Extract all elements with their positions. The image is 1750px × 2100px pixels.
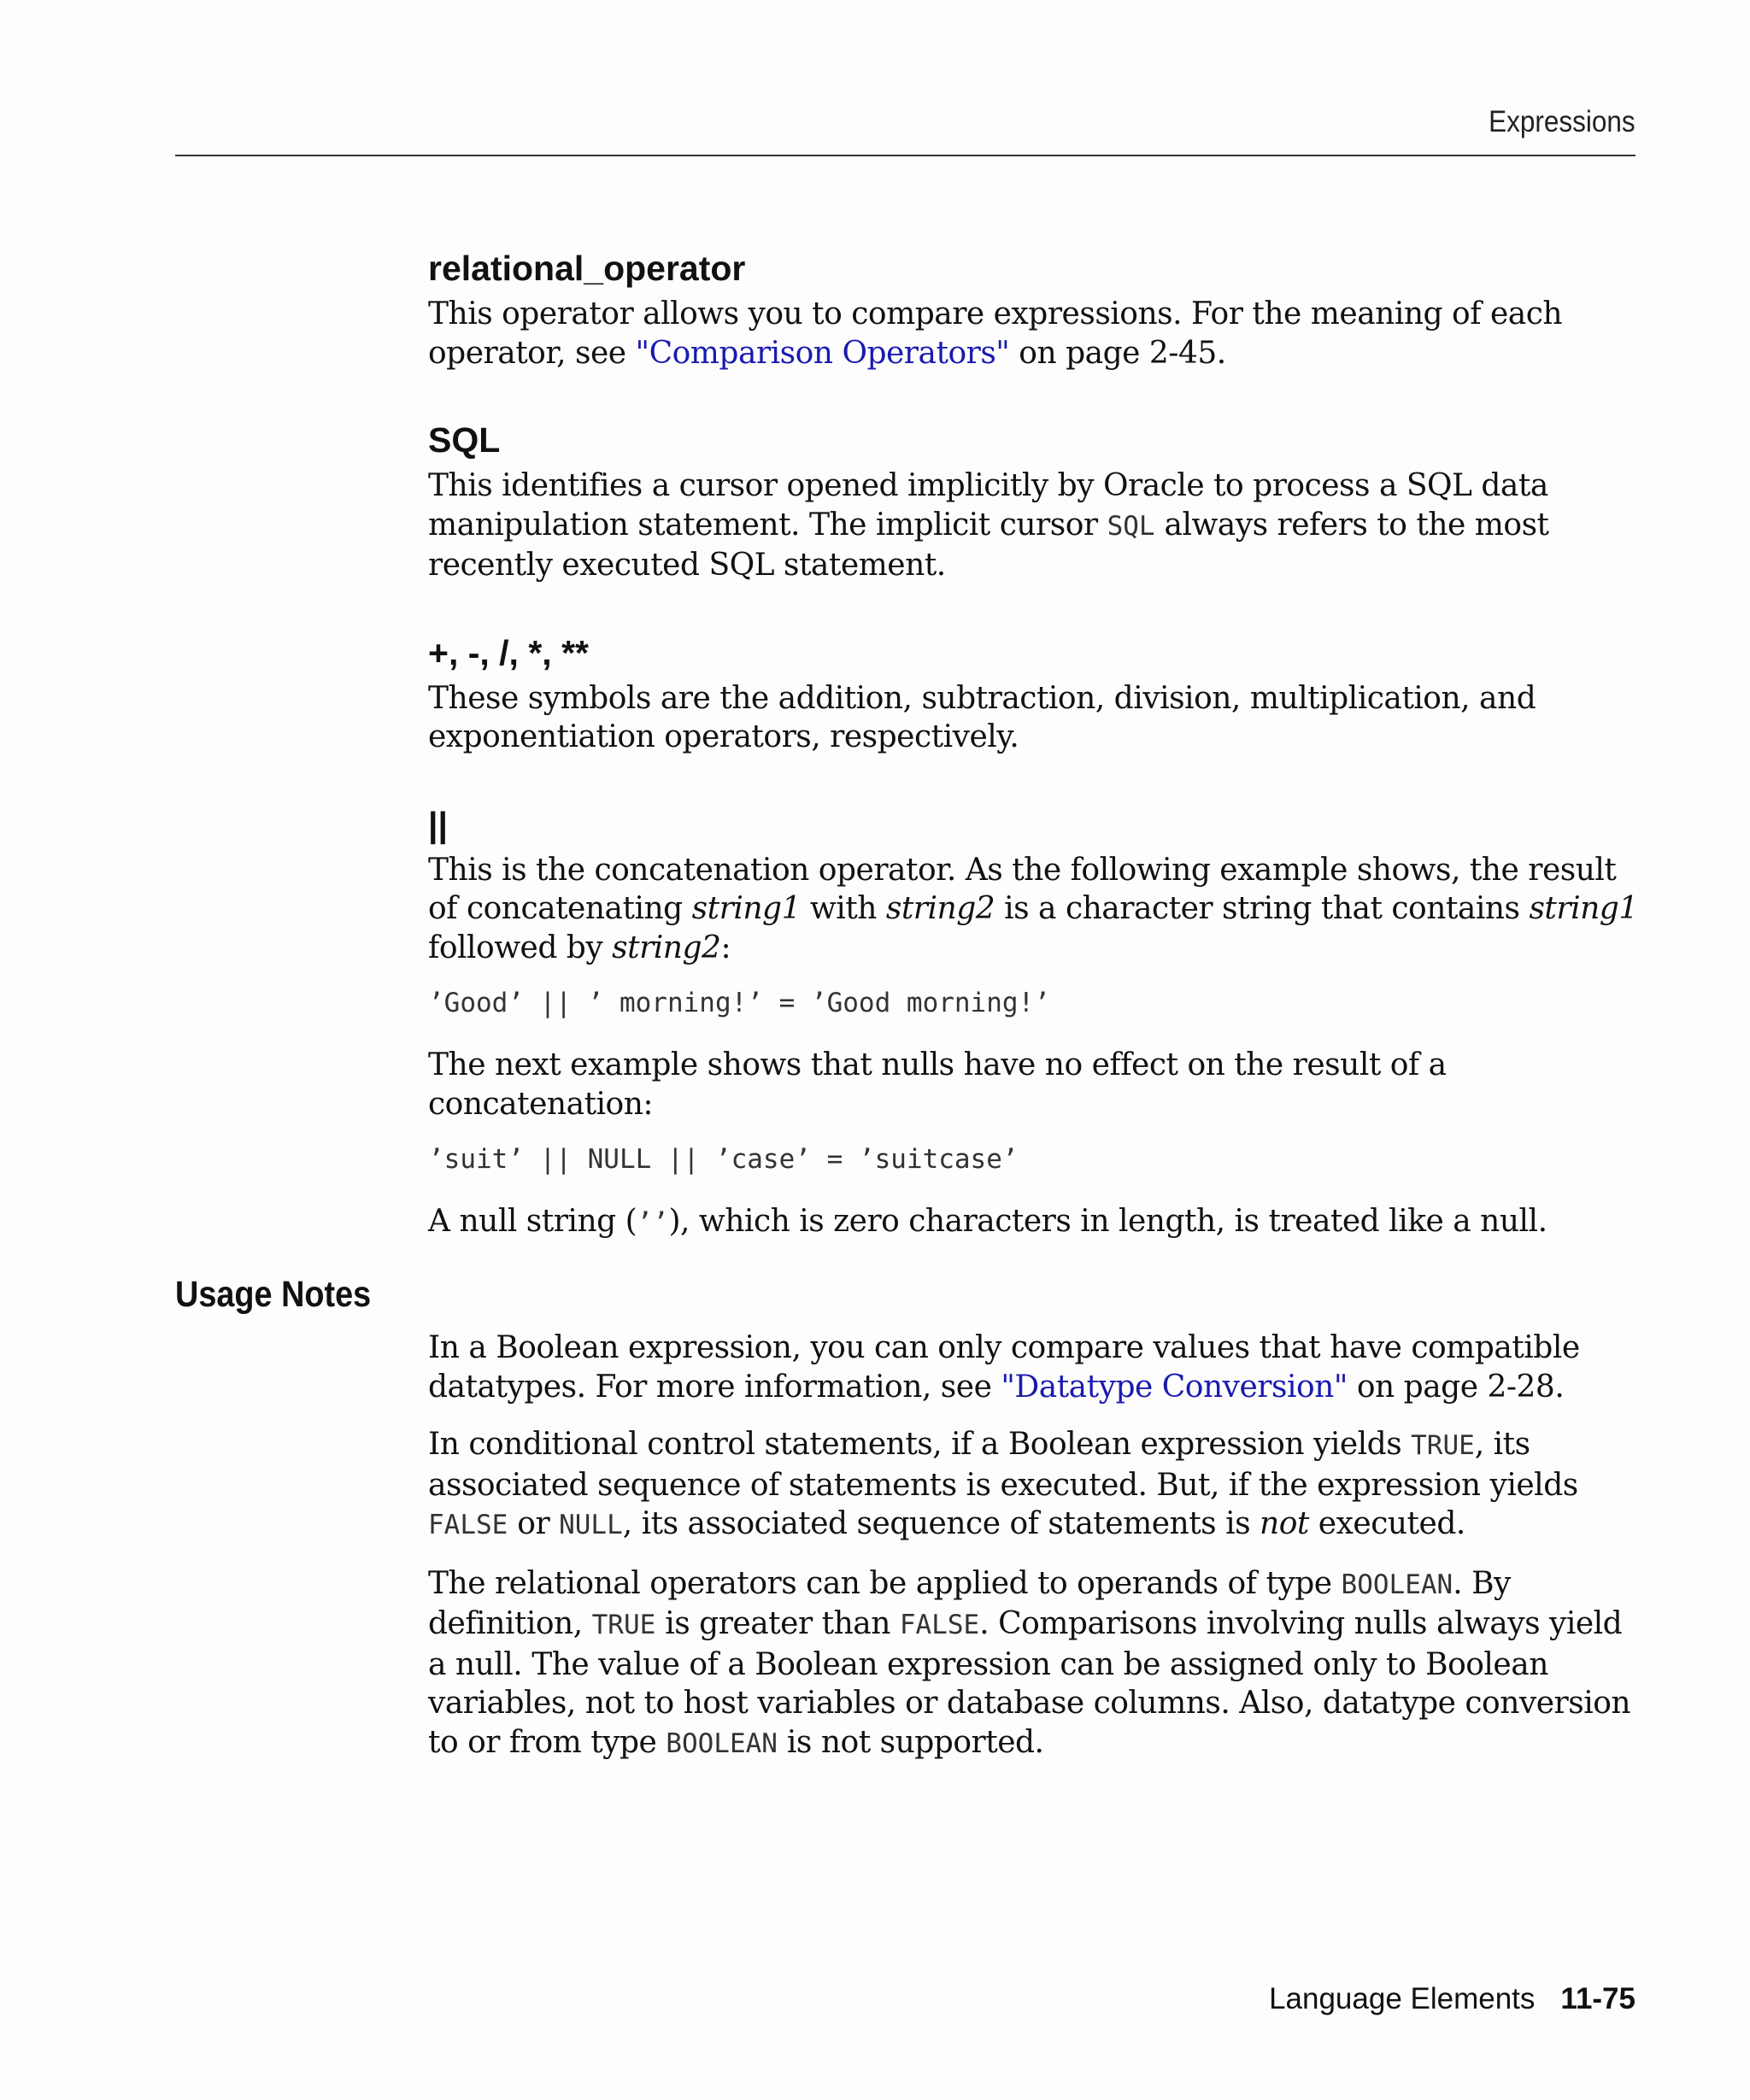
text: , its associated sequence of statements is executed. But, if the expression yields — [428, 1427, 1578, 1503]
text: : — [720, 930, 731, 965]
section-paragraph: These symbols are the addition, subtraction, division, multiplication, and exponentiation operators, respectively. — [428, 680, 1536, 754]
text: is a character string that contains — [995, 891, 1530, 926]
usage-notes-body — [428, 1329, 1641, 1782]
section-heading: relational_operator — [428, 249, 746, 288]
emphasis: string2 — [885, 891, 995, 926]
text: ), which is zero characters in length, is treated like a null. — [668, 1204, 1547, 1239]
text: This identifies a cursor opened implicitly by Oracle to process a SQL data manipulation statement. The implicit cursor — [428, 468, 1548, 543]
inline-code: SQL — [1107, 510, 1155, 542]
text: on page 2-28. — [1347, 1369, 1565, 1405]
section-paragraph — [428, 851, 1641, 968]
inline-code: BOOLEAN — [1341, 1569, 1453, 1600]
text: This is the concatenation operator. As the following example shows, the result of concatenating — [428, 852, 1617, 926]
inline-code: BOOLEAN — [666, 1728, 778, 1759]
text: is not supported. — [777, 1724, 1044, 1760]
footer-section-title: Language Elements — [1269, 1982, 1536, 2015]
text: , its associated sequence of statements is — [622, 1506, 1260, 1541]
text: on page 2-45. — [1009, 335, 1226, 371]
section-paragraph — [428, 466, 1641, 585]
text: The relational operators can be applied to operands of type — [428, 1565, 1342, 1601]
text: In conditional control statements, if a Boolean expression yields — [428, 1427, 1412, 1462]
text: or — [508, 1506, 560, 1541]
inline-code: TRUE — [1411, 1430, 1475, 1461]
code-example: ’Good’ || ’ morning!’ = ’Good morning!’ — [428, 988, 1050, 1018]
inline-code: NULL — [559, 1510, 623, 1540]
section-sql — [428, 417, 1641, 585]
usage-paragraph — [428, 1425, 1641, 1546]
section-concatenation — [428, 801, 1641, 1243]
text: . By definition, — [428, 1565, 1511, 1641]
datatype-conversion-link[interactable]: "Datatype Conversion" — [1001, 1369, 1348, 1405]
code-example: ’suit’ || NULL || ’case’ = ’suitcase’ — [428, 1144, 1019, 1175]
usage-notes-heading: Usage Notes — [175, 1274, 372, 1315]
main-content — [428, 245, 1641, 1288]
section-paragraph — [428, 1202, 1641, 1243]
running-header: Expressions — [1489, 105, 1635, 138]
section-paragraph: The next example shows that nulls have no effect on the result of a concatenation: — [428, 1047, 1447, 1122]
text: This operator allows you to compare expressions. For the meaning of each operator, see — [428, 296, 1563, 371]
inline-code: FALSE — [428, 1510, 508, 1540]
emphasis: string2 — [612, 930, 721, 965]
section-heading: +, -, /, *, ** — [428, 632, 589, 672]
text: with — [800, 891, 886, 926]
text: . Comparisons involving nulls always yield a null. The value of a Boolean expression can be assigned only to Boolean variables, not to host variables or database columns. Also, datatype conversion to or from type — [428, 1606, 1631, 1760]
comparison-operators-link[interactable]: "Comparison Operators" — [635, 335, 1010, 371]
text: In a Boolean expression, you can only compare values that have compatible datatypes. For more information, see — [428, 1330, 1580, 1405]
emphasis: not — [1260, 1506, 1309, 1541]
text: is greater than — [655, 1606, 900, 1641]
text: always refers to the most recently executed SQL statement. — [428, 507, 1549, 583]
section-relational-operator — [428, 245, 1641, 372]
section-heading: || — [428, 804, 448, 844]
section-arithmetic-operators — [428, 630, 1641, 757]
text: executed. — [1308, 1506, 1465, 1541]
text: followed by — [428, 930, 613, 965]
inline-code: TRUE — [591, 1610, 656, 1640]
usage-paragraph — [428, 1329, 1641, 1406]
header-rule — [175, 155, 1635, 156]
page-footer — [1269, 1982, 1635, 2016]
section-paragraph — [428, 295, 1641, 372]
emphasis: string1 — [691, 891, 801, 926]
page-number: 11-75 — [1560, 1982, 1635, 2015]
inline-code: FALSE — [899, 1610, 980, 1640]
section-heading: SQL — [428, 420, 501, 460]
inline-code: ’’ — [637, 1207, 669, 1238]
emphasis: string1 — [1529, 891, 1638, 926]
text: A null string ( — [428, 1204, 637, 1239]
usage-paragraph — [428, 1564, 1641, 1764]
